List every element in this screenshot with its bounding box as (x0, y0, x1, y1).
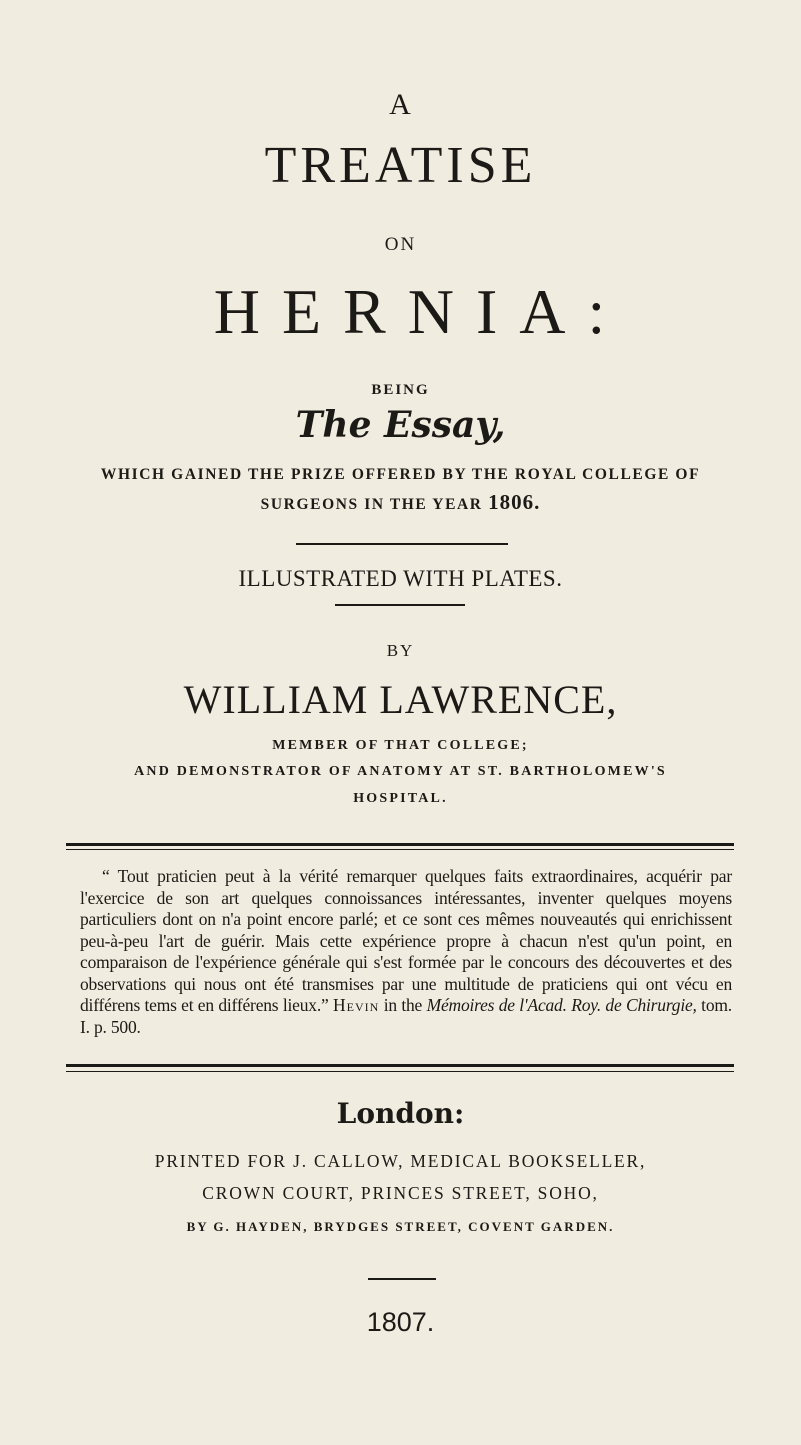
prize-year: 1806. (488, 490, 541, 514)
imprint-place: London: (336, 1097, 465, 1130)
imprint-year: 1807. (366, 1307, 435, 1337)
author-membership: MEMBER OF THAT COLLEGE; (272, 738, 529, 753)
epigraph-rule-top-thin (66, 849, 734, 850)
author-position: AND DEMONSTRATOR OF ANATOMY AT ST. BARTHOLOMEW'S (134, 764, 667, 779)
epigraph-rule-bottom-thin (66, 1071, 734, 1072)
epigraph-rule-top (66, 843, 734, 846)
title-main: TREATISE (264, 137, 537, 194)
author-name: WILLIAM LAWRENCE, (183, 677, 618, 722)
epigraph-text: “ Tout praticien peut à la vérité remarquer quelques faits extraordinaires, acquérir par l'exercice de son art quelques connoissances intéressantes, inventer quelques moyens particuliers dont on n'a point encore parlé; et ce sont ces mêmes nouveautés qui enrichissent peu-à-peu l'art de guérir. Mais cette expérience propre à chacun n'est qu'un point, en comparaison de l'expérience générale qui s'est formée par le concours des découvertes et des observations qui nous ont été transmises par une multitude de praticiens qui ont vécu en différens tems et en différens lieux.” (80, 866, 732, 1015)
title-preposition: ON (384, 234, 417, 255)
essay-line: The Essay, (295, 404, 506, 446)
divider-1 (296, 543, 508, 545)
divider-3 (368, 1278, 436, 1280)
title-subject: HERNIA: (213, 276, 628, 347)
epigraph-in: in the (383, 995, 423, 1015)
epigraph-author: Hevin (333, 995, 380, 1015)
being-line: BEING (371, 382, 430, 398)
epigraph (80, 866, 732, 1038)
epigraph-reference: tom. I. p. 500. (80, 995, 732, 1037)
illustrated-line: ILLUSTRATED WITH PLATES. (238, 566, 563, 591)
imprint-publisher: PRINTED FOR J. CALLOW, MEDICAL BOOKSELLER, (154, 1151, 647, 1171)
divider-2 (335, 604, 465, 606)
imprint-printer: BY G. HAYDEN, BRYDGES STREET, COVENT GARDEN. (186, 1219, 615, 1234)
title-article: A (389, 88, 412, 121)
epigraph-work: Mémoires de l'Acad. Roy. de Chirurgie, (426, 995, 697, 1015)
imprint-address: CROWN COURT, PRINCES STREET, SOHO, (202, 1183, 599, 1203)
by-line: BY (386, 641, 415, 660)
prize-line-2 (0, 490, 801, 515)
prize-line-1: WHICH GAINED THE PRIZE OFFERED BY THE ROYAL COLLEGE OF (100, 466, 701, 483)
author-hospital: HOSPITAL. (353, 791, 448, 806)
epigraph-rule-bottom (66, 1064, 734, 1067)
prize-line-2-text: SURGEONS IN THE YEAR (260, 496, 483, 513)
